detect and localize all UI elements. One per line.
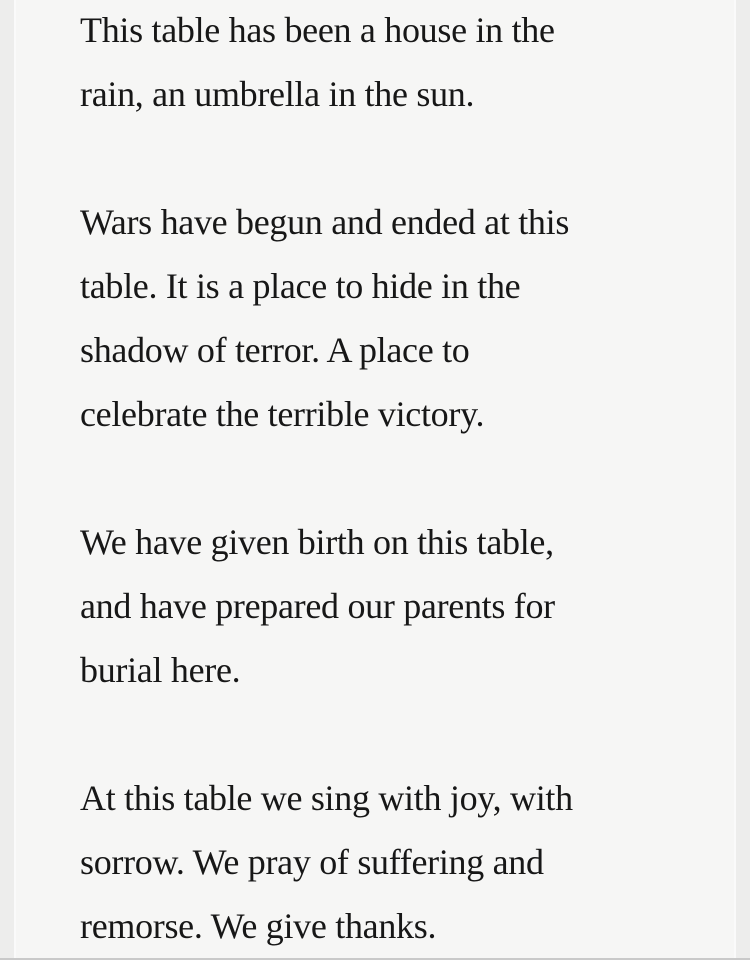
poem-line: We have given birth on this table, [80, 522, 554, 562]
poem-paragraph [80, 190, 690, 446]
poem-line: burial here. [80, 650, 241, 690]
poem-line: and have prepared our parents for [80, 586, 555, 626]
poem-line: table. It is a place to hide in the [80, 266, 521, 306]
poem-paragraph [80, 766, 690, 958]
right-page-gutter [734, 0, 750, 960]
poem-line: Wars have begun and ended at this [80, 202, 570, 242]
poem-line: celebrate the terrible victory. [80, 394, 485, 434]
poem-line: At this table we sing with joy, with [80, 778, 573, 818]
poem-line: remorse. We give thanks. [80, 906, 437, 946]
poem-line: rain, an umbrella in the sun. [80, 74, 475, 114]
poem-paragraph [80, 510, 690, 702]
poem-text [80, 0, 690, 958]
poem-line: shadow of terror. A place to [80, 330, 470, 370]
poem-paragraph [80, 0, 690, 126]
left-page-gutter [0, 0, 16, 960]
poem-line: This table has been a house in the [80, 10, 555, 50]
poem-line: sorrow. We pray of suffering and [80, 842, 544, 882]
